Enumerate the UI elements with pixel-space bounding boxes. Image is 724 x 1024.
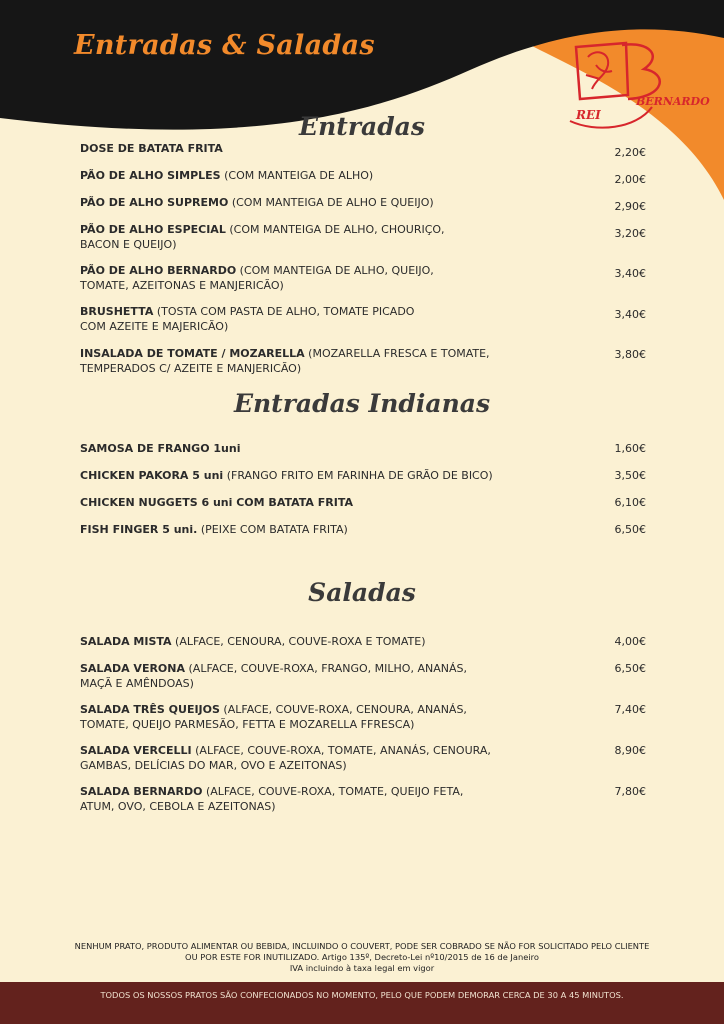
section-title-saladas: Saladas xyxy=(308,578,416,607)
footer-bar-text: TODOS OS NOSSOS PRATOS SÃO CONFECIONADOS NO MOMENTO, PELO QUE PODEM DEMORAR CERCA DE 30 A 45 MINUTOS. xyxy=(100,990,624,1000)
svg-text:REI: REI xyxy=(576,108,601,122)
menu-item: DOSE DE BATATA FRITA 2,20€ xyxy=(80,142,646,159)
item-price: 2,20€ xyxy=(614,146,646,159)
menu-item: SALADA BERNARDO (ALFACE, COUVE-ROXA, TOMATE, QUEIJO FETA, ATUM, OVO, CEBOLA E AZEITONAS) 7,80€ xyxy=(80,785,646,813)
item-price: 2,00€ xyxy=(614,173,646,186)
item-price: 1,60€ xyxy=(614,442,646,455)
menu-item: INSALADA DE TOMATE / MOZARELLA (MOZARELLA FRESCA E TOMATE, TEMPERADOS C/ AZEITE E MANJERICÃO) 3,80€ xyxy=(80,347,646,375)
section-title-entradas: Entradas xyxy=(299,112,425,141)
menu-item: SALADA VERONA (ALFACE, COUVE-ROXA, FRANGO, MILHO, ANANÁS, MAÇÃ E AMÊNDOAS) 6,50€ xyxy=(80,662,646,690)
menu-item: PÃO DE ALHO ESPECIAL (COM MANTEIGA DE ALHO, CHOURIÇO, BACON E QUEIJO) 3,20€ xyxy=(80,223,646,251)
menu-item: PÃO DE ALHO SUPREMO (COM MANTEIGA DE ALHO E QUEIJO) 2,90€ xyxy=(80,196,646,213)
item-price: 7,40€ xyxy=(614,703,646,716)
item-price: 3,40€ xyxy=(614,267,646,280)
menu-item: SALADA VERCELLI (ALFACE, COUVE-ROXA, TOMATE, ANANÁS, CENOURA, GAMBAS, DELÍCIAS DO MAR, OVO E AZEITONAS) 8,90€ xyxy=(80,744,646,772)
item-price: 3,50€ xyxy=(614,469,646,482)
menu-item: CHICKEN NUGGETS 6 uni COM BATATA FRITA 6,10€ xyxy=(80,496,646,509)
footer-bar xyxy=(0,982,724,1024)
menu-item: PÃO DE ALHO BERNARDO (COM MANTEIGA DE ALHO, QUEIJO, TOMATE, AZEITONAS E MANJERICÃO) 3,40€ xyxy=(80,264,646,292)
menu-item: SAMOSA DE FRANGO 1uni 1,60€ xyxy=(80,442,646,455)
item-price: 8,90€ xyxy=(614,744,646,757)
item-price: 7,80€ xyxy=(614,785,646,798)
item-price: 6,10€ xyxy=(614,496,646,509)
menu-item: FISH FINGER 5 uni. (PEIXE COM BATATA FRITA) 6,50€ xyxy=(80,523,646,536)
section-title-entradas-indianas: Entradas Indianas xyxy=(233,389,491,418)
menu-item: BRUSHETTA (TOSTA COM PASTA DE ALHO, TOMATE PICADO COM AZEITE E MAJERICÃO) 3,40€ xyxy=(80,305,646,333)
item-price: 6,50€ xyxy=(614,662,646,675)
item-price: 6,50€ xyxy=(614,523,646,536)
item-price: 3,80€ xyxy=(614,348,646,361)
item-price: 4,00€ xyxy=(614,635,646,648)
item-price: 3,20€ xyxy=(614,227,646,240)
item-price: 3,40€ xyxy=(614,308,646,321)
menu-item: SALADA MISTA (ALFACE, CENOURA, COUVE-ROXA E TOMATE) 4,00€ xyxy=(80,635,646,648)
legal-notice: NENHUM PRATO, PRODUTO ALIMENTAR OU BEBIDA, INCLUINDO O COUVERT, PODE SER COBRADO SE NÃO FOR SOLICITADO PELO CLIENTE OU POR ESTE FOR INUTILIZADO. Artigo 135º, Decreto-Lei nº10/2015 de 16 de Janeiro IVA incluindo à taxa legal em vigor xyxy=(74,941,650,973)
item-price: 2,90€ xyxy=(614,200,646,213)
menu-item: PÃO DE ALHO SIMPLES (COM MANTEIGA DE ALHO) 2,00€ xyxy=(80,169,646,186)
page-title: Entradas & Saladas xyxy=(74,30,375,61)
svg-text:BERNARDO: BERNARDO xyxy=(636,95,710,108)
menu-item: SALADA TRÊS QUEIJOS (ALFACE, COUVE-ROXA, CENOURA, ANANÁS, TOMATE, QUEIJO PARMESÃO, FETTA E MOZARELLA FFRESCA) 7,40€ xyxy=(80,703,646,731)
menu-item: CHICKEN PAKORA 5 uni (FRANGO FRITO EM FARINHA DE GRÃO DE BICO) 3,50€ xyxy=(80,469,646,482)
